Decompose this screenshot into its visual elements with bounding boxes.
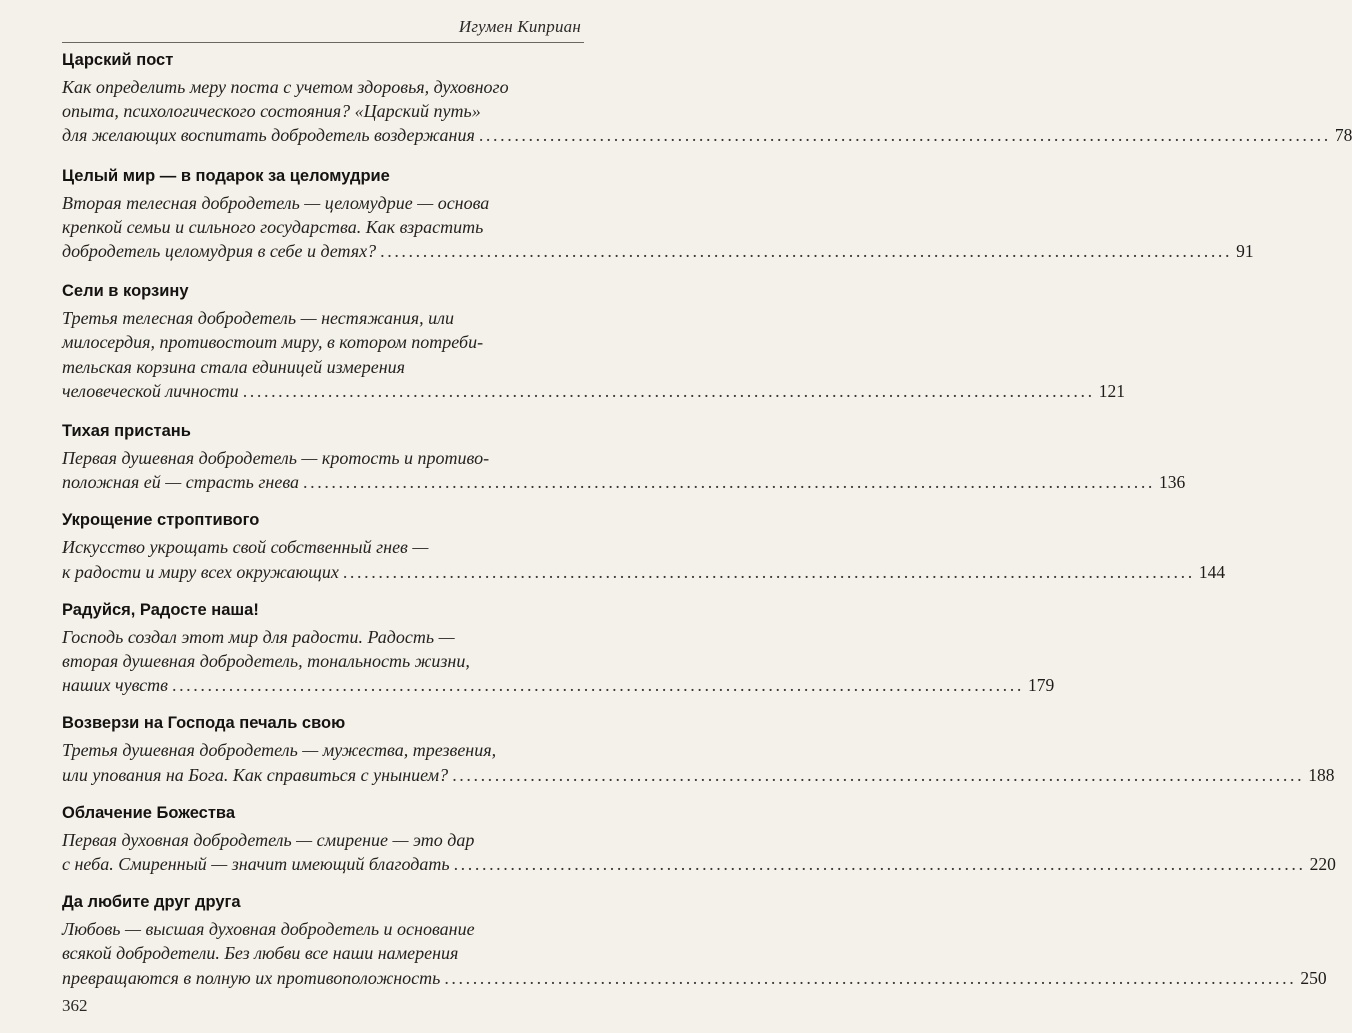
toc-entry-description — [62, 625, 1055, 698]
dot-leader: ........................................................................................................................ — [380, 241, 1233, 262]
toc-entry — [62, 800, 1336, 876]
page-number: 362 — [62, 996, 88, 1015]
dot-leader: ........................................................................................................................ — [171, 675, 1024, 696]
description-line: человеческой личности — [62, 380, 239, 401]
toc-entry-title: Царский пост — [62, 51, 174, 69]
toc-entry — [62, 710, 1335, 786]
toc-entry-description — [62, 75, 1352, 148]
description-line: наших чувств — [62, 675, 168, 696]
description-line: Искусство укрощать свой собственный гнев — — [62, 537, 429, 558]
toc-entry — [62, 163, 1254, 264]
dot-leader: ........................................................................................................................ — [478, 125, 1331, 146]
toc-entry-description — [62, 446, 1186, 494]
toc-entry — [62, 278, 1125, 403]
description-line: Как определить меру поста с учетом здоровья, духовного — [62, 77, 509, 97]
toc-entry-description — [62, 191, 1254, 264]
description-line: Первая духовная добродетель — смирение — это дар — [62, 829, 475, 850]
description-last-line — [62, 966, 1327, 990]
description-last-line — [62, 763, 1335, 787]
toc-page-number[interactable]: 144 — [1198, 561, 1226, 582]
description-line: Третья душевная добродетель — мужества, трезвения, — [62, 740, 497, 761]
description-last-line — [62, 560, 1226, 584]
toc-page-number[interactable]: 179 — [1027, 675, 1055, 696]
toc-entry-title: Да любите друг друга — [62, 893, 241, 912]
description-line: превращаются в полную их противоположность — [62, 967, 441, 988]
description-line: Третья телесная добродетель — нестяжания, или — [62, 308, 455, 329]
toc-entry — [62, 47, 1352, 148]
description-last-line — [62, 239, 1254, 263]
description-last-line — [62, 470, 1186, 494]
description-line: добродетель целомудрия в себе и детях? — [62, 241, 377, 262]
dot-leader: ........................................................................................................................ — [242, 380, 1095, 401]
description-line: крепкой семьи и сильного государства. Как взрастить — [62, 216, 484, 237]
toc-page-number[interactable]: 136 — [1159, 472, 1186, 493]
description-line: с неба. Смиренный — значит имеющий благодать — [62, 854, 450, 875]
toc-entry — [62, 889, 1327, 990]
description-line: или упования на Бога. Как справиться с унынием? — [62, 764, 449, 785]
description-line: к радости и миру всех окружающих — [62, 561, 339, 582]
toc-entry — [62, 597, 1055, 698]
toc-page-number[interactable]: 121 — [1098, 380, 1125, 401]
description-last-line — [62, 123, 1352, 147]
toc-page-number[interactable]: 220 — [1309, 854, 1336, 875]
description-line: Вторая телесная добродетель — целомудрие — основа — [62, 192, 490, 213]
description-last-line — [62, 673, 1055, 697]
toc-page-number[interactable]: 91 — [1236, 241, 1254, 262]
toc-entry-title: Возверзи на Господа печаль свою — [62, 714, 346, 733]
dot-leader: ........................................................................................................................ — [303, 472, 1156, 493]
running-header-author: Игумен Киприан — [458, 17, 581, 36]
description-line: Первая душевная добродетель — кротость и противо- — [62, 448, 490, 469]
toc-entry-title: Радуйся, Радосте наша! — [62, 600, 259, 619]
toc-page-number[interactable]: 188 — [1308, 764, 1335, 785]
description-line: Господь создал этот мир для радости. Радость — — [62, 626, 455, 647]
toc-entry-title: Укрощение строптивого — [62, 511, 260, 530]
description-last-line — [62, 379, 1125, 403]
toc-entry-title: Тихая пристань — [62, 422, 191, 441]
description-line: опыта, психологического состояния? «Царский путь» — [62, 101, 481, 122]
toc-entry-description — [62, 738, 1335, 786]
toc-entry-description — [62, 535, 1226, 583]
toc-entry-title: Сели в корзину — [62, 282, 189, 301]
toc-entry-description — [62, 828, 1336, 876]
dot-leader: ........................................................................................................................ — [453, 854, 1306, 875]
header-rule — [62, 42, 584, 43]
toc-entry-title: Облачение Божества — [62, 803, 236, 822]
table-of-contents — [62, 47, 1352, 990]
toc-page-number[interactable]: 250 — [1300, 967, 1327, 988]
toc-entry-description — [62, 306, 1125, 403]
description-line: положная ей — страсть гнева — [62, 472, 300, 493]
dot-leader: ........................................................................................................................ — [444, 967, 1297, 988]
description-line: тельская корзина стала единицей измерения — [62, 356, 405, 377]
description-line: для желающих воспитать добродетель воздержания — [62, 125, 475, 146]
toc-entry — [62, 507, 1226, 583]
description-line: всякой добродетели. Без любви все наши намерения — [62, 943, 459, 964]
description-line: вторая душевная добродетель, тональность жизни, — [62, 651, 470, 672]
dot-leader: ........................................................................................................................ — [342, 561, 1195, 582]
toc-page-number[interactable]: 78 — [1334, 125, 1352, 146]
description-line: Любовь — высшая духовная добродетель и основание — [62, 919, 475, 940]
dot-leader: ........................................................................................................................ — [452, 764, 1305, 785]
toc-entry-description — [62, 917, 1327, 990]
toc-entry — [62, 418, 1186, 494]
toc-entry-title: Целый мир — в подарок за целомудрие — [62, 166, 390, 185]
description-last-line — [62, 852, 1336, 876]
description-line: милосердия, противостоит миру, в котором потреби- — [62, 332, 484, 353]
